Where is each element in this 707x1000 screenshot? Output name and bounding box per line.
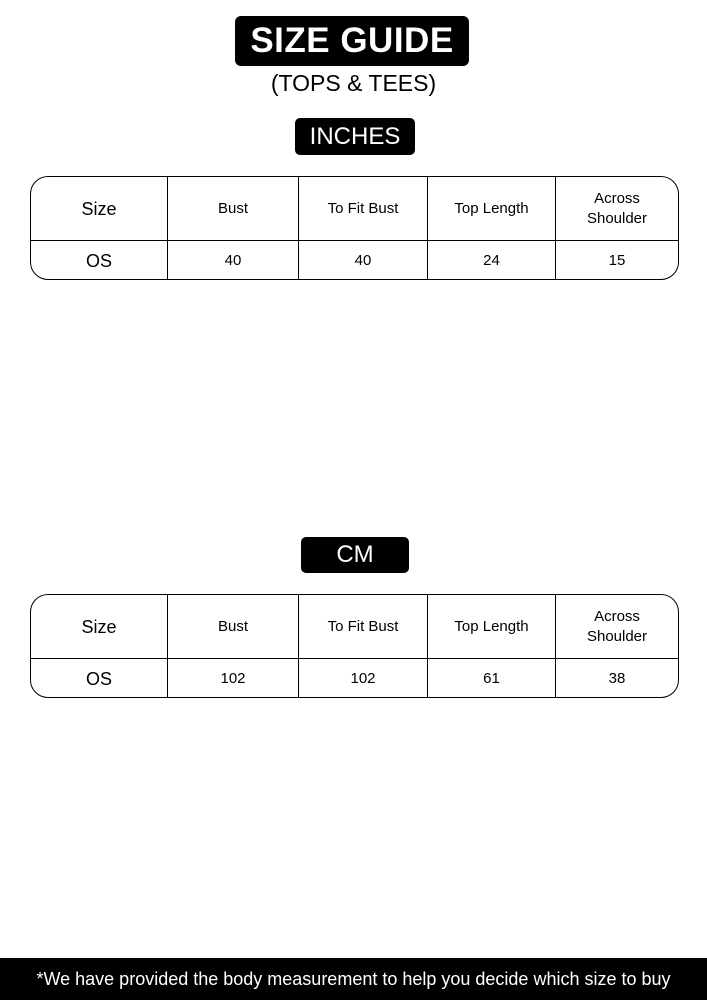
table-row <box>31 241 678 280</box>
size-guide-title: SIZE GUIDE <box>235 16 469 66</box>
header-top-length: Top Length <box>427 177 555 240</box>
header-to-fit-bust: To Fit Bust <box>298 595 427 658</box>
header-size: Size <box>81 616 117 637</box>
header-size: Size <box>81 198 117 219</box>
inches-unit-label: INCHES <box>295 118 415 155</box>
table-row <box>31 659 678 698</box>
cm-unit-label: CM <box>301 537 409 573</box>
cell-size: OS <box>85 251 112 271</box>
table-header-row <box>31 595 678 659</box>
cell-to-fit-bust: 40 <box>298 241 427 280</box>
header-bust: Bust <box>167 177 298 240</box>
table-header-row <box>31 177 678 241</box>
cell-top-length: 61 <box>427 659 555 698</box>
cell-to-fit-bust: 102 <box>298 659 427 698</box>
cell-across-shoulder: 38 <box>555 659 678 698</box>
header-across-shoulder: Across Shoulder <box>555 177 678 240</box>
category-subtitle: (TOPS & TEES) <box>270 70 437 96</box>
footer-disclaimer: *We have provided the body measurement to help you decide which size to buy <box>0 958 707 1000</box>
inches-size-table <box>30 176 679 280</box>
header-across-shoulder: Across Shoulder <box>555 595 678 658</box>
cell-bust: 102 <box>167 659 298 698</box>
cell-top-length: 24 <box>427 241 555 280</box>
header-top-length: Top Length <box>427 595 555 658</box>
cell-size: OS <box>85 669 112 689</box>
cell-across-shoulder: 15 <box>555 241 678 280</box>
header-bust: Bust <box>167 595 298 658</box>
header-to-fit-bust: To Fit Bust <box>298 177 427 240</box>
cm-size-table <box>30 594 679 698</box>
cell-bust: 40 <box>167 241 298 280</box>
